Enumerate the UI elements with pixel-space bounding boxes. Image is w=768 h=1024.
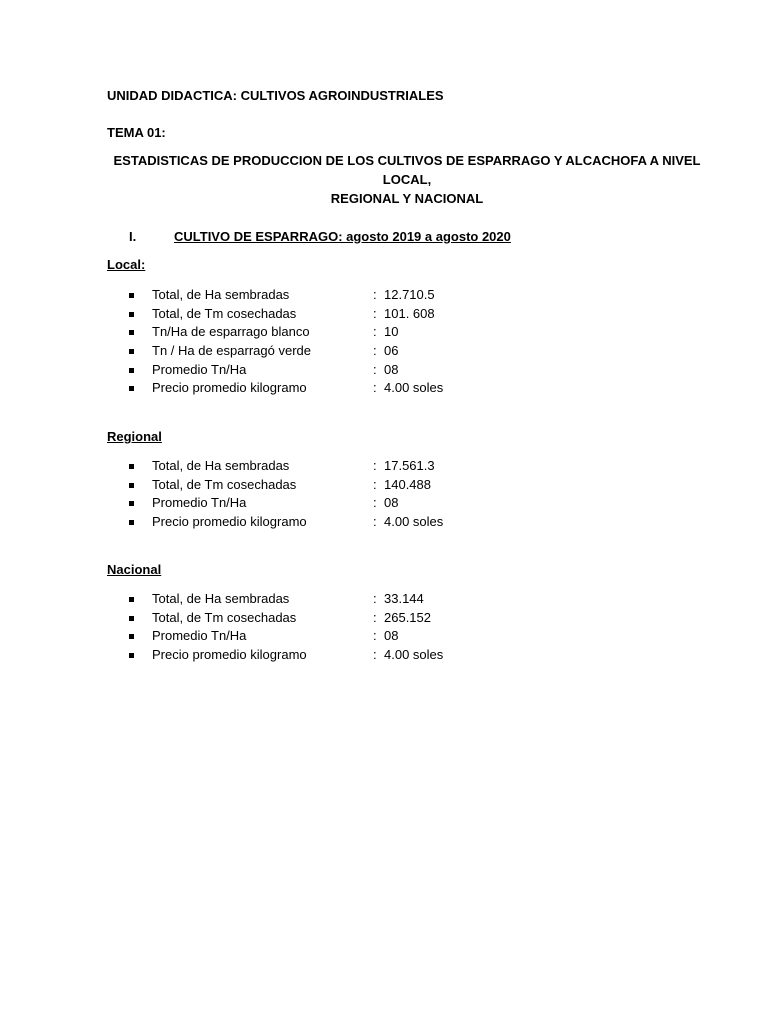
item-label: Precio promedio kilogramo — [152, 647, 307, 663]
item-label: Promedio Tn/Ha — [152, 495, 247, 511]
item-colon: : — [373, 647, 377, 663]
list-item — [0, 590, 768, 609]
main-heading-line-2: REGIONAL Y NACIONAL — [330, 191, 484, 206]
item-label: Promedio Tn/Ha — [152, 628, 247, 644]
item-value: 140.488 — [384, 476, 431, 492]
item-colon: : — [373, 476, 377, 492]
bullet-icon — [129, 616, 134, 621]
item-value: 265.152 — [384, 609, 431, 625]
bullet-icon — [129, 330, 134, 335]
list-item — [0, 476, 768, 495]
list-item — [0, 457, 768, 476]
item-value: 4.00 soles — [384, 647, 444, 663]
section-number: I. — [129, 229, 137, 244]
item-colon: : — [373, 591, 377, 606]
item-value: 4.00 soles — [384, 380, 444, 396]
item-colon: : — [373, 343, 377, 359]
bullet-icon — [129, 386, 134, 391]
list-item — [0, 323, 768, 342]
item-colon: : — [373, 287, 377, 302]
bullet-icon — [129, 520, 134, 525]
list-item — [0, 646, 768, 665]
list-item — [0, 627, 768, 646]
bullet-icon — [129, 597, 134, 602]
regional-list — [0, 457, 768, 532]
item-label: Total, de Ha sembradas — [152, 458, 290, 473]
item-colon: : — [373, 514, 377, 530]
bullet-icon — [129, 368, 134, 373]
item-label: Precio promedio kilogramo — [152, 514, 307, 530]
item-value: 08 — [384, 628, 399, 644]
nacional-list — [0, 590, 768, 665]
item-label: Promedio Tn/Ha — [152, 361, 247, 377]
list-item — [0, 286, 768, 305]
item-colon: : — [373, 324, 377, 340]
item-value: 06 — [384, 343, 399, 359]
item-label: Total, de Tm cosechadas — [152, 476, 297, 492]
bullet-icon — [129, 464, 134, 469]
item-colon: : — [373, 628, 377, 644]
bullet-icon — [129, 293, 134, 298]
item-colon: : — [373, 361, 377, 377]
bullet-icon — [129, 349, 134, 354]
list-item — [0, 513, 768, 532]
list-item — [0, 342, 768, 361]
item-value: 12.710.5 — [384, 287, 435, 302]
item-value: 17.561.3 — [384, 458, 435, 473]
item-colon: : — [373, 305, 377, 321]
main-heading-line-1: ESTADISTICAS DE PRODUCCION DE LOS CULTIVOS DE ESPARRAGO Y ALCACHOFA A NIVEL LOCAL, — [113, 153, 701, 187]
item-value: 08 — [384, 495, 399, 511]
local-heading: Local: — [107, 257, 146, 272]
item-colon: : — [373, 609, 377, 625]
item-colon: : — [373, 458, 377, 473]
item-value: 33.144 — [384, 591, 424, 606]
bullet-icon — [129, 634, 134, 639]
item-label: Total, de Ha sembradas — [152, 591, 290, 606]
item-label: Total, de Tm cosechadas — [152, 609, 297, 625]
list-item — [0, 494, 768, 513]
list-item — [0, 361, 768, 380]
nacional-heading: Nacional — [107, 562, 162, 577]
item-label: Total, de Tm cosechadas — [152, 305, 297, 321]
item-label: Total, de Ha sembradas — [152, 287, 290, 302]
item-label: Tn / Ha de esparragó verde — [152, 343, 311, 359]
bullet-icon — [129, 312, 134, 317]
main-heading — [107, 151, 707, 208]
item-value: 4.00 soles — [384, 514, 444, 530]
item-colon: : — [373, 380, 377, 396]
item-value: 101. 608 — [384, 305, 435, 321]
item-value: 08 — [384, 361, 399, 377]
bullet-icon — [129, 501, 134, 506]
item-label: Precio promedio kilogramo — [152, 380, 307, 396]
list-item — [0, 379, 768, 398]
regional-heading: Regional — [107, 429, 162, 444]
unit-title: UNIDAD DIDACTICA: CULTIVOS AGROINDUSTRIALES — [107, 88, 444, 103]
list-item — [0, 609, 768, 628]
section-title: CULTIVO DE ESPARRAGO: agosto 2019 a agosto 2020 — [174, 229, 511, 244]
item-label: Tn/Ha de esparrago blanco — [152, 324, 310, 340]
list-item — [0, 305, 768, 324]
item-value: 10 — [384, 324, 399, 340]
bullet-icon — [129, 653, 134, 658]
bullet-icon — [129, 483, 134, 488]
local-list — [0, 286, 768, 398]
item-colon: : — [373, 495, 377, 511]
tema-label: TEMA 01: — [107, 125, 166, 140]
